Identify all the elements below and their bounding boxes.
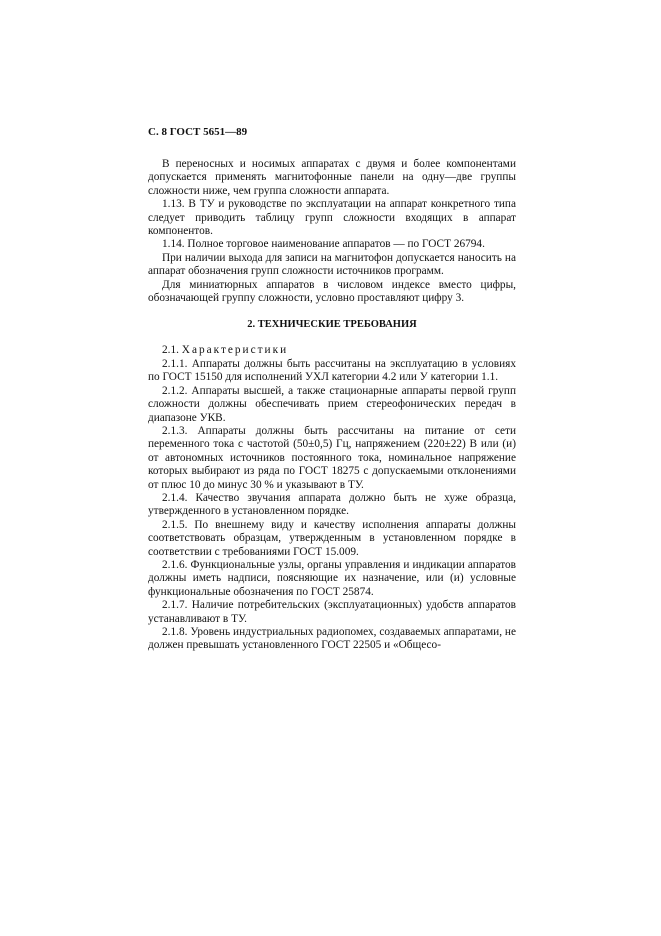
paragraph-2-1-3: 2.1.3. Аппараты должны быть рассчитаны на питание от сети переменного тока с частотой (50±0,5) Гц, напряжением (220±22) В или (и) от автономных источников постоянного тока, номинальное напряжение которых выбирают из ряда по ГОСТ 18275 с допускаемыми отклонениями от плюс 10 до минус 30 % и указывают в ТУ. [148,424,516,491]
paragraph-2-1-8: 2.1.8. Уровень индустриальных радиопомех, создаваемых аппаратами, не должен превышать установленного ГОСТ 22505 и «Общесо- [148,626,516,652]
paragraph-intro-1: В переносных и носимых аппаратах с двумя и более компонентами допускается применять магнитофонные панели на одну—две группы сложности ниже, чем группа сложности аппарата. [148,158,516,197]
paragraph-2-1-2: 2.1.2. Аппараты высшей, а также стационарные аппараты первой групп сложности должны обеспечивать прием стереофонических передач в диапазоне УКВ. [148,384,516,424]
section-title: 2. ТЕХНИЧЕСКИЕ ТРЕБОВАНИЯ [247,319,417,331]
paragraph-output-recording: При наличии выхода для записи на магнитофон допускается наносить на аппарат обозначения групп сложности источников программ. [148,251,516,278]
paragraph-2-1-5: 2.1.5. По внешнему виду и качеству исполнения аппараты должны соответствовать образцам, утвержденным в установленном порядке в соответствии с требованиями ГОСТ 15.009. [148,518,516,558]
page-header: С. 8 ГОСТ 5651—89 [148,126,248,138]
subsection-heading [148,344,516,357]
paragraph-2-1-4: 2.1.4. Качество звучания аппарата должно быть не хуже образца, утвержденного в установленном порядке. [148,491,516,518]
paragraph-2-1-1: 2.1.1. Аппараты должны быть рассчитаны на эксплуатацию в условиях по ГОСТ 15150 для исполнений УХЛ категории 4.2 или У категории 1.1. [148,357,516,384]
paragraph-miniature: Для миниатюрных аппаратов в числовом индексе вместо цифры, обозначающей группу сложности, условно проставляют цифру 3. [148,278,516,305]
paragraph-1-14: 1.14. Полное торговое наименование аппаратов — по ГОСТ 26794. [162,238,485,251]
paragraph-2-1-7: 2.1.7. Наличие потребительских (эксплуатационных) удобств аппаратов устанавливают в ТУ. [148,599,516,625]
paragraph-1-13: 1.13. В ТУ и руководстве по эксплуатации на аппарат конкретного типа следует приводить таблицу групп сложности входящих в аппарат компонентов. [148,198,516,238]
document-page [148,126,516,653]
paragraph-2-1-6: 2.1.6. Функциональные узлы, органы управления и индикации аппаратов должны иметь надписи, поясняющие их назначение, или (и) условные функциональные обозначения по ГОСТ 25874. [148,558,516,598]
subsection-title: Характеристики [181,344,289,357]
subsection-number: 2.1. [162,344,179,357]
